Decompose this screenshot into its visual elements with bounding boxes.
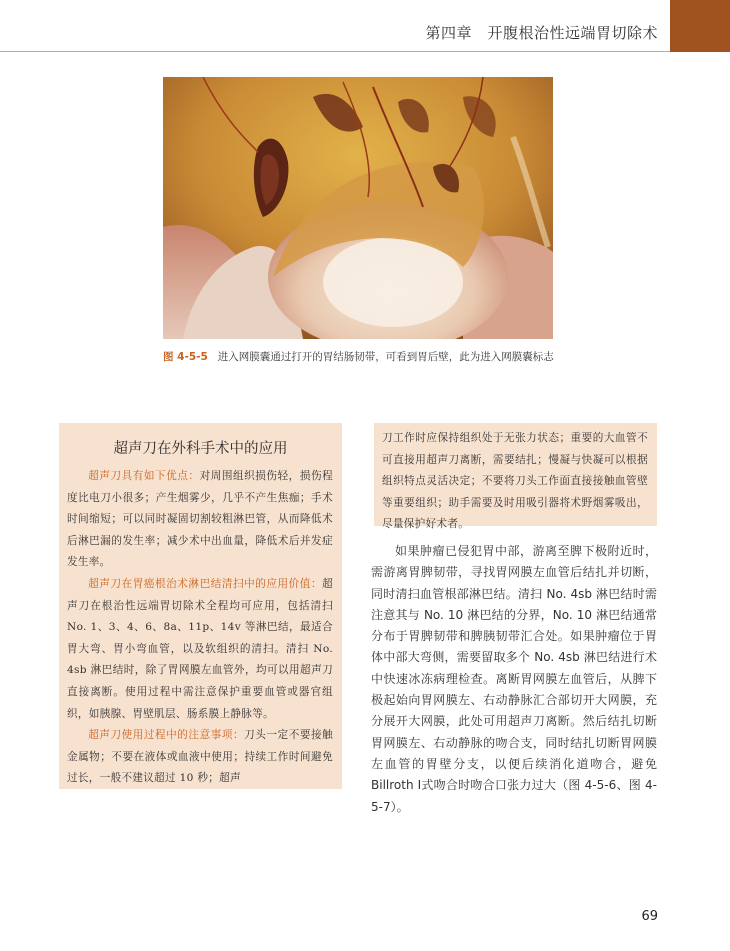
- figure-caption: [163, 349, 593, 364]
- chapter-tab: [670, 0, 730, 52]
- sidebar-lead-2: 超声刀在胃癌根治术淋巴结清扫中的应用价值：: [88, 577, 323, 590]
- figure-caption-text: 进入网膜囊通过打开的胃结肠韧带，可看到胃后壁，此为进入网膜囊标志: [217, 351, 554, 363]
- sidebar-text-1: 对周围组织损伤轻，损伤程度比电刀小很多；产生烟雾少，几乎不产生焦痂；手术时间缩短；可以同时凝固切割较粗淋巴管，从而降低术后淋巴漏的发生率；减少术中出血量，降低术后并发症发生率。: [67, 470, 333, 569]
- sidebar-paragraph-2: [67, 574, 333, 725]
- sidebar-title: 超声刀在外科手术中的应用: [113, 441, 288, 457]
- chapter-title: 第四章 开腹根治性远端胃切除术: [425, 24, 658, 42]
- page-number: 69: [641, 909, 658, 924]
- sidebar-paragraph-3: [67, 725, 333, 790]
- page-header: [0, 0, 730, 52]
- main-text: [371, 541, 657, 818]
- sidebar-lead-3: 超声刀使用过程中的注意事项：: [88, 729, 245, 742]
- sidebar-text-3: 刀头一定不要接触金属物；不要在液体或血液中使用；持续工作时间避免过长，一般不建议超过 10 秒；超声: [67, 729, 334, 785]
- figure-number: 图 4-5-5: [163, 351, 208, 363]
- sidebar-continuation: [374, 423, 657, 531]
- body-paragraph: 如果肿瘤已侵犯胃中部，游离至脾下极附近时，需游离胃脾韧带，寻找胃网膜左血管后结扎并切断，同时清扫血管根部淋巴结。清扫 No. 4sb 淋巴结时需注意其与 No. 10 淋巴结的分界，No. 10 淋巴结通常分布于胃脾韧带和脾胰韧带汇合处。如果肿瘤位于胃体中部大弯侧，需要留取多个 No. 4sb 淋巴结进行术中快速冰冻病理检查。离断胃网膜左血管后，从脾下极起始向胃网膜左、右动静脉汇合部切开大网膜，充分展开大网膜，此处可用超声刀离断。然后结扎切断胃网膜左、右动静脉的吻合支，同时结扎切断胃网膜左血管的胃壁分支，以便后续消化道吻合，避免 Billroth Ⅰ式吻合时吻合口张力过大（图 4-5-6、图 4-5-7）。: [371, 544, 657, 814]
- sidebar-lead-1: 超声刀具有如下优点：: [88, 470, 200, 482]
- sidebar-body: [59, 466, 342, 790]
- sidebar-continuation-body: [374, 423, 657, 536]
- sidebar-continuation-text: 刀工作时应保持组织处于无张力状态；重要的大血管不可直接用超声刀离断，需要结扎；慢凝与快凝可以根据组织特点灵活决定；不要将刀头工作面直接接触血管壁等重要组织；助手需要及时用吸引器将术野烟雾吸出，尽量保护好术者。: [382, 432, 648, 531]
- sidebar-paragraph-1: [67, 466, 333, 574]
- ultrasonic-scalpel-sidebar: [59, 423, 342, 789]
- sidebar-text-2: 超声刀在根治性远端胃切除术全程均可应用，包括清扫 No. 1、3、4、6、8a、11p、14v 等淋巴结，最适合胃大弯、胃小弯血管，以及软组织的清扫。清扫 No. 4sb 淋巴结时，除了胃网膜左血管外，均可以用超声刀直接离断。使用过程中需注意保护重要血管或器官组织，如胰腺、胃壁肌层、肠系膜上静脉等。: [67, 577, 333, 720]
- surgical-photo: [163, 77, 553, 339]
- header-rule: [0, 51, 670, 52]
